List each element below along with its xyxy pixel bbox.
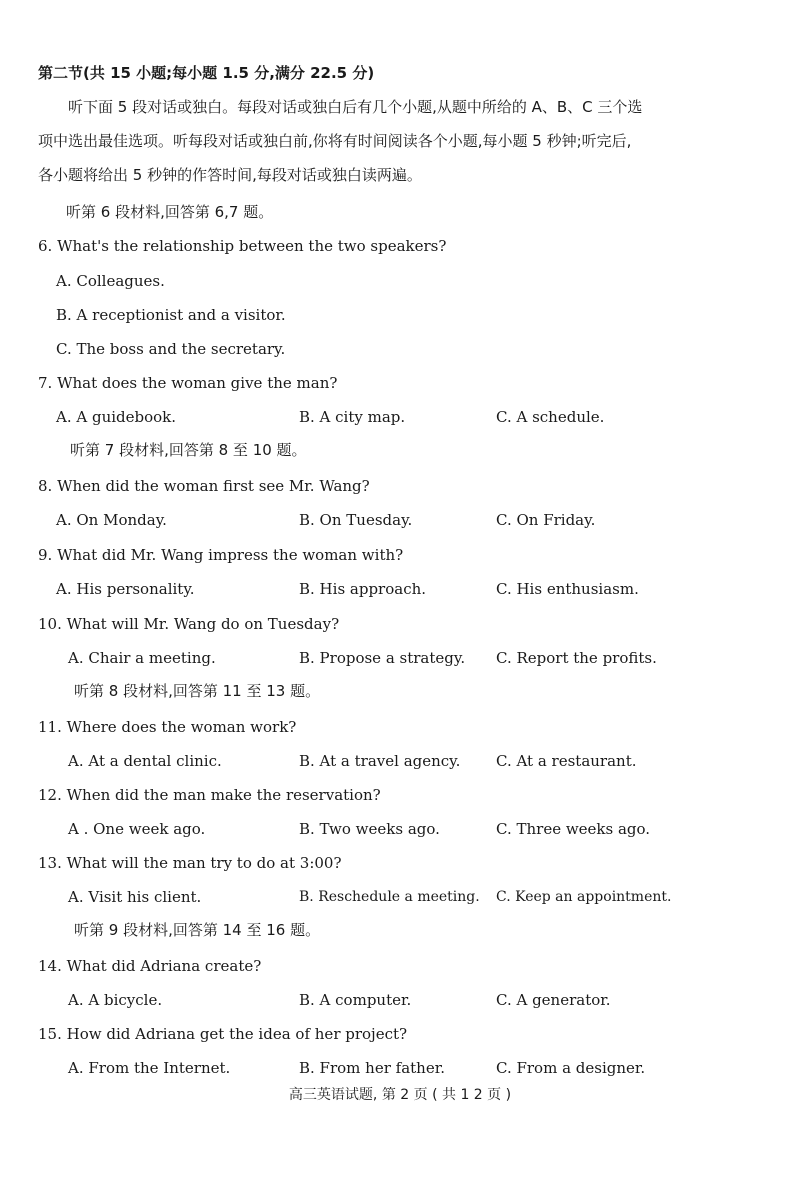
section-heading: 第二节(共 15 小题;每小题 1.5 分,满分 22.5 分) [38,64,375,82]
instruction-line-2: 项中选出最佳选项。听每段对话或独白前,你将有时间阅读各个小题,每小题 5 秒钟;听完后, [38,132,632,150]
question-11-option-a: A. At a dental clinic. [68,752,222,770]
material-9-header: 听第 9 段材料,回答第 14 至 16 题。 [74,921,321,939]
question-11-option-b: B. At a travel agency. [299,752,461,770]
question-10-option-a: A. Chair a meeting. [68,649,216,667]
instruction-line-3: 各小题将给出 5 秒钟的作答时间,每段对话或独白读两遍。 [38,166,422,184]
question-15-option-c: C. From a designer. [496,1059,646,1077]
question-8-option-c: C. On Friday. [496,511,596,529]
question-11-stem: 11. Where does the woman work? [38,718,297,736]
question-14-option-a: A. A bicycle. [68,991,163,1009]
question-10-stem: 10. What will Mr. Wang do on Tuesday? [38,615,340,633]
question-15-stem: 15. How did Adriana get the idea of her project? [38,1025,408,1043]
question-8-option-a: A. On Monday. [56,511,167,529]
question-8-option-b: B. On Tuesday. [299,511,413,529]
question-6-stem: 6. What's the relationship between the two speakers? [38,237,447,255]
question-10-option-c: C. Report the profits. [496,649,657,667]
question-8-stem: 8. When did the woman first see Mr. Wang? [38,477,370,495]
question-12-option-a: A . One week ago. [68,820,206,838]
question-7-stem: 7. What does the woman give the man? [38,374,338,392]
question-9-stem: 9. What did Mr. Wang impress the woman with? [38,546,404,564]
instruction-line-1: 听下面 5 段对话或独白。每段对话或独白后有几个小题,从题中所给的 A、B、C 三个选 [68,98,643,116]
question-10-option-b: B. Propose a strategy. [299,649,466,667]
question-7-option-a: A. A guidebook. [56,408,177,426]
question-14-option-b: B. A computer. [299,991,412,1009]
question-6-option-c: C. The boss and the secretary. [56,340,286,358]
material-6-header: 听第 6 段材料,回答第 6,7 题。 [66,203,274,221]
question-7-option-b: B. A city map. [299,408,406,426]
question-11-option-c: C. At a restaurant. [496,752,637,770]
question-13-option-b: B. Reschedule a meeting. [299,889,480,905]
material-8-header: 听第 8 段材料,回答第 11 至 13 题。 [74,682,321,700]
question-13-stem: 13. What will the man try to do at 3:00? [38,854,342,872]
question-9-option-b: B. His approach. [299,580,427,598]
question-9-option-a: A. His personality. [56,580,195,598]
question-13-option-a: A. Visit his client. [68,888,202,906]
question-6-option-a: A. Colleagues. [56,272,165,290]
question-15-option-a: A. From the Internet. [68,1059,231,1077]
page-footer: 高三英语试题, 第 2 页 ( 共 1 2 页 ) [288,1087,512,1103]
question-14-stem: 14. What did Adriana create? [38,957,262,975]
question-12-option-b: B. Two weeks ago. [299,820,440,838]
material-7-header: 听第 7 段材料,回答第 8 至 10 题。 [70,441,307,459]
question-6-option-b: B. A receptionist and a visitor. [56,306,286,324]
question-15-option-b: B. From her father. [299,1059,445,1077]
question-7-option-c: C. A schedule. [496,408,605,426]
question-12-stem: 12. When did the man make the reservation? [38,786,381,804]
question-9-option-c: C. His enthusiasm. [496,580,639,598]
question-13-option-c: C. Keep an appointment. [496,889,672,905]
question-12-option-c: C. Three weeks ago. [496,820,651,838]
question-14-option-c: C. A generator. [496,991,611,1009]
